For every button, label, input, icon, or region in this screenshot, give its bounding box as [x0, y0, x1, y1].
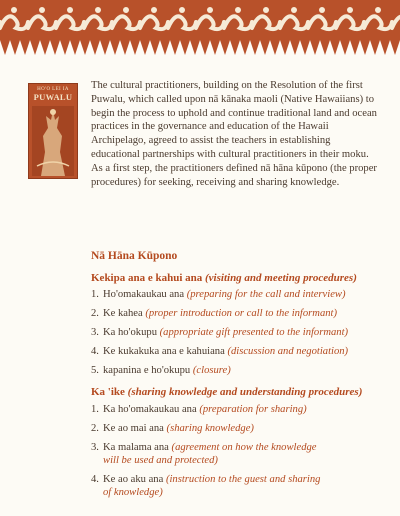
wave-dot — [291, 7, 297, 13]
logo-top-text: HO'O LEI IA — [37, 87, 69, 92]
list-item: 2. Ke kahea (proper introduction or call to the informant) — [91, 308, 338, 319]
figure-illustration — [29, 106, 77, 178]
wave-dot — [375, 7, 381, 13]
wave-dot — [123, 7, 129, 13]
wave-dot — [319, 7, 325, 13]
wave-dot — [67, 7, 73, 13]
wave-dot — [263, 7, 269, 13]
group-1-title: Kekipa ana e kahui ana — [91, 272, 203, 284]
group-1-heading — [91, 272, 357, 284]
puwalu-logo — [28, 83, 78, 179]
wave-dot — [39, 7, 45, 13]
intro-paragraph: The cultural practitioners, building on the Resolution of the first Puwalu, which called upon nā kānaka maoli (Native Hawaiians) to begin the process to uphold and continue traditional land and ocean practices in the governance and education of the Hawaii Archipelago, agreed to assist the teachers in establishing educational partnerships with cultural practitioners in their moku. As a first step, the practitioners defined nā hāna kūpono (the proper procedures) for seeking, receiving and sharing knowledge. — [91, 80, 377, 188]
list-item: 4. Ke kukakuka ana e kahuiana (discussion and negotiation) — [91, 346, 349, 357]
group-2-list — [91, 404, 326, 499]
wave-dot — [179, 7, 185, 13]
wave-dot — [347, 7, 353, 13]
decorative-banner — [0, 0, 400, 66]
group-2-heading — [91, 386, 362, 398]
logo-name: PUWALU — [33, 92, 73, 102]
wave-dot — [235, 7, 241, 13]
wave-dot — [11, 7, 17, 13]
list-item: 2. Ke ao mai ana (sharing knowledge) — [91, 423, 254, 434]
wave-dot — [151, 7, 157, 13]
list-item: 4. Ke ao aku ana (instruction to the guest and sharing of knowledge) — [91, 474, 321, 498]
list-item: 3. Ka ho'okupu (appropriate gift presented to the informant) — [91, 327, 349, 338]
list-item: 1. Ka ho'omakaukau ana (preparation for sharing) — [91, 404, 307, 415]
group-1-list — [91, 289, 391, 384]
group-2-title-note: (sharing knowledge and understanding procedures) — [127, 386, 363, 398]
wave-dot — [95, 7, 101, 13]
section-title: Nā Hāna Kūpono — [91, 250, 178, 262]
list-item: 3. Ka malama ana (agreement on how the knowledge will be used and protected) — [91, 442, 317, 466]
wave-dot — [207, 7, 213, 13]
list-item: 5. kapanina e ho'okupu (closure) — [91, 365, 231, 376]
group-2-title: Ka 'ike — [91, 386, 125, 398]
group-1-title-note: (visiting and meeting procedures) — [205, 272, 357, 284]
list-item: 1. Ho'omakaukau ana (preparing for the call and interview) — [91, 289, 346, 300]
